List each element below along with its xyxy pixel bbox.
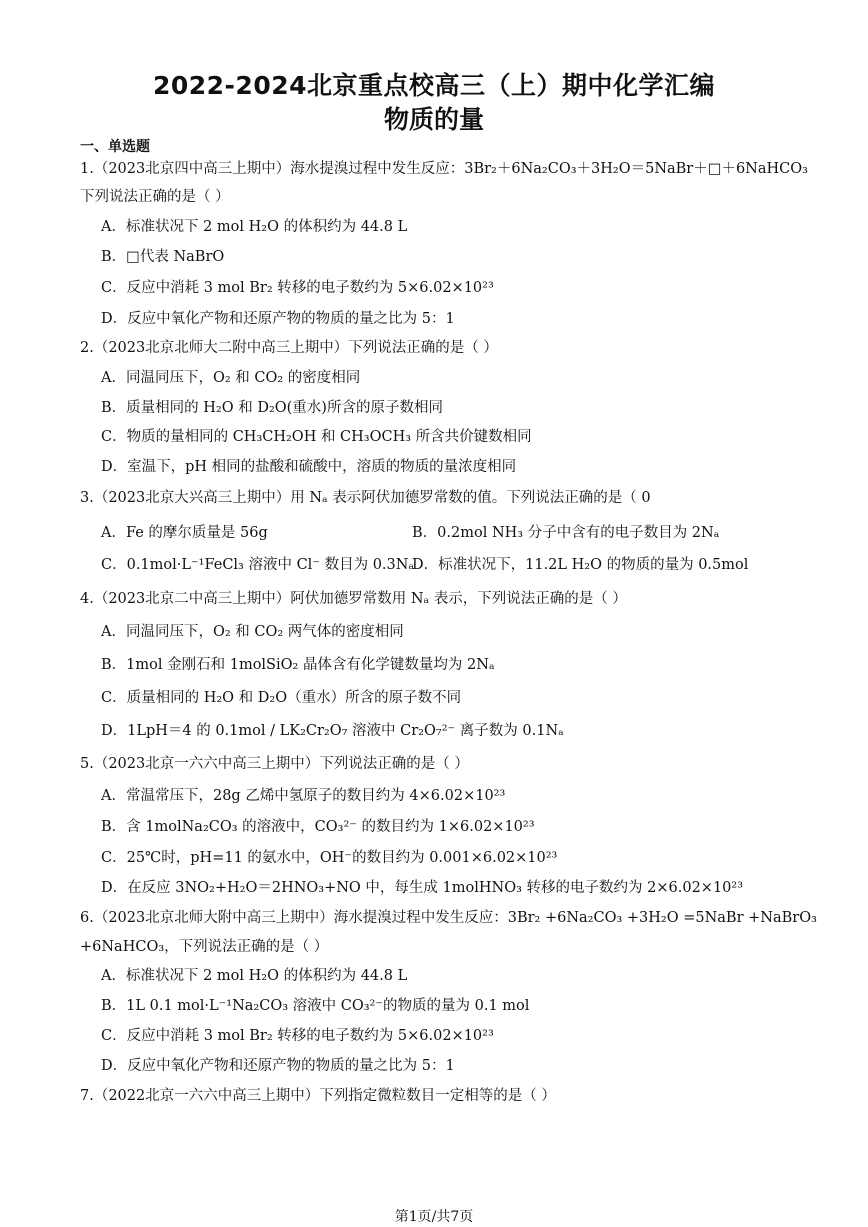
q6-option-a: A．标准状况下 2 mol H₂O 的体积约为 44.8 L — [101, 968, 408, 984]
document-subtitle: 物质的量 — [383, 105, 484, 134]
q2-option-d: D．室温下，pH 相同的盐酸和硫酸中，溶质的物质的量浓度相同 — [101, 459, 517, 475]
q5-option-c: C．25℃时，pH=11 的氨水中，OH⁻的数目约为 0.001×6.02×10²³ — [101, 850, 558, 866]
question-2-stem: 2.（2023北京北师大二附中高三上期中）下列说法正确的是（ ） — [80, 340, 498, 356]
q3-option-d: D．标准状况下，11.2L H₂O 的物质的量为 0.5mol — [412, 557, 749, 573]
q5-option-d: D．在反应 3NO₂+H₂O＝2HNO₃+NO 中，每生成 1molHNO₃ 转移的电子数约为 2×6.02×10²³ — [101, 880, 744, 896]
question-1-stem: 1.（2023北京四中高三上期中）海水提溴过程中发生反应：3Br₂＋6Na₂CO₃＋3H₂O＝5NaBr＋□＋6NaHCO₃ — [80, 161, 808, 177]
q5-option-b: B．含 1molNa₂CO₃ 的溶液中，CO₃²⁻ 的数目约为 1×6.02×10²³ — [101, 819, 535, 835]
q6-option-c: C．反应中消耗 3 mol Br₂ 转移的电子数约为 5×6.02×10²³ — [101, 1028, 494, 1044]
q1-option-d: D．反应中氧化产物和还原产物的物质的量之比为 5：1 — [101, 311, 455, 327]
q4-option-c: C．质量相同的 H₂O 和 D₂O（重水）所含的原子数不同 — [101, 690, 462, 706]
q3-option-a: A．Fe 的摩尔质量是 56g — [101, 525, 268, 541]
q1-option-b: B．□代表 NaBrO — [101, 249, 225, 265]
q4-option-a: A．同温同压下，O₂ 和 CO₂ 两气体的密度相同 — [101, 624, 404, 640]
question-1-stem-cont: 下列说法正确的是（ ） — [80, 189, 230, 205]
q4-option-b: B．1mol 金刚石和 1molSiO₂ 晶体含有化学键数量均为 2Nₐ — [101, 657, 495, 673]
q4-option-d: D．1LpH＝4 的 0.1mol / LK₂Cr₂O₇ 溶液中 Cr₂O₇²⁻ 离子数为 0.1Nₐ — [101, 723, 564, 739]
q1-option-a: A．标准状况下 2 mol H₂O 的体积约为 44.8 L — [101, 219, 408, 235]
question-4-stem: 4.（2023北京二中高三上期中）阿伏加德罗常数用 Nₐ 表示，下列说法正确的是（ ） — [80, 591, 627, 607]
question-3-stem: 3.（2023北京大兴高三上期中）用 Nₐ 表示阿伏加德罗常数的值。下列说法正确的是（ 0 — [80, 490, 651, 506]
document-title: 2022-2024北京重点校高三（上）期中化学汇编 — [152, 71, 716, 100]
q3-option-b: B．0.2mol NH₃ 分子中含有的电子数目为 2Nₐ — [412, 525, 720, 541]
question-6-stem: 6.（2023北京北师大附中高三上期中）海水提溴过程中发生反应：3Br₂ +6Na₂CO₃ +3H₂O =5NaBr +NaBrO₃ — [80, 910, 817, 926]
q1-option-c: C．反应中消耗 3 mol Br₂ 转移的电子数约为 5×6.02×10²³ — [101, 280, 494, 296]
q2-option-a: A．同温同压下，O₂ 和 CO₂ 的密度相同 — [101, 370, 361, 386]
q6-option-d: D．反应中氧化产物和还原产物的物质的量之比为 5：1 — [101, 1058, 455, 1074]
question-5-stem: 5.（2023北京一六六中高三上期中）下列说法正确的是（ ） — [80, 756, 469, 772]
q3-option-c: C．0.1mol·L⁻¹FeCl₃ 溶液中 Cl⁻ 数目为 0.3Nₐ — [101, 557, 415, 573]
question-6-stem-cont: +6NaHCO₃，下列说法正确的是（ ） — [80, 939, 329, 955]
q2-option-c: C．物质的量相同的 CH₃CH₂OH 和 CH₃OCH₃ 所含共价键数相同 — [101, 429, 532, 445]
page-number: 第1页/共7页 — [394, 1209, 474, 1225]
question-7-stem: 7.（2022北京一六六中高三上期中）下列指定微粒数目一定相等的是（ ） — [80, 1088, 556, 1104]
section-heading: 一、单选题 — [80, 139, 150, 155]
q2-option-b: B．质量相同的 H₂O 和 D₂O(重水)所含的原子数相同 — [101, 400, 443, 416]
q5-option-a: A．常温常压下，28g 乙烯中氢原子的数目约为 4×6.02×10²³ — [101, 788, 506, 804]
q6-option-b: B．1L 0.1 mol·L⁻¹Na₂CO₃ 溶液中 CO₃²⁻的物质的量为 0.1 mol — [101, 998, 530, 1014]
